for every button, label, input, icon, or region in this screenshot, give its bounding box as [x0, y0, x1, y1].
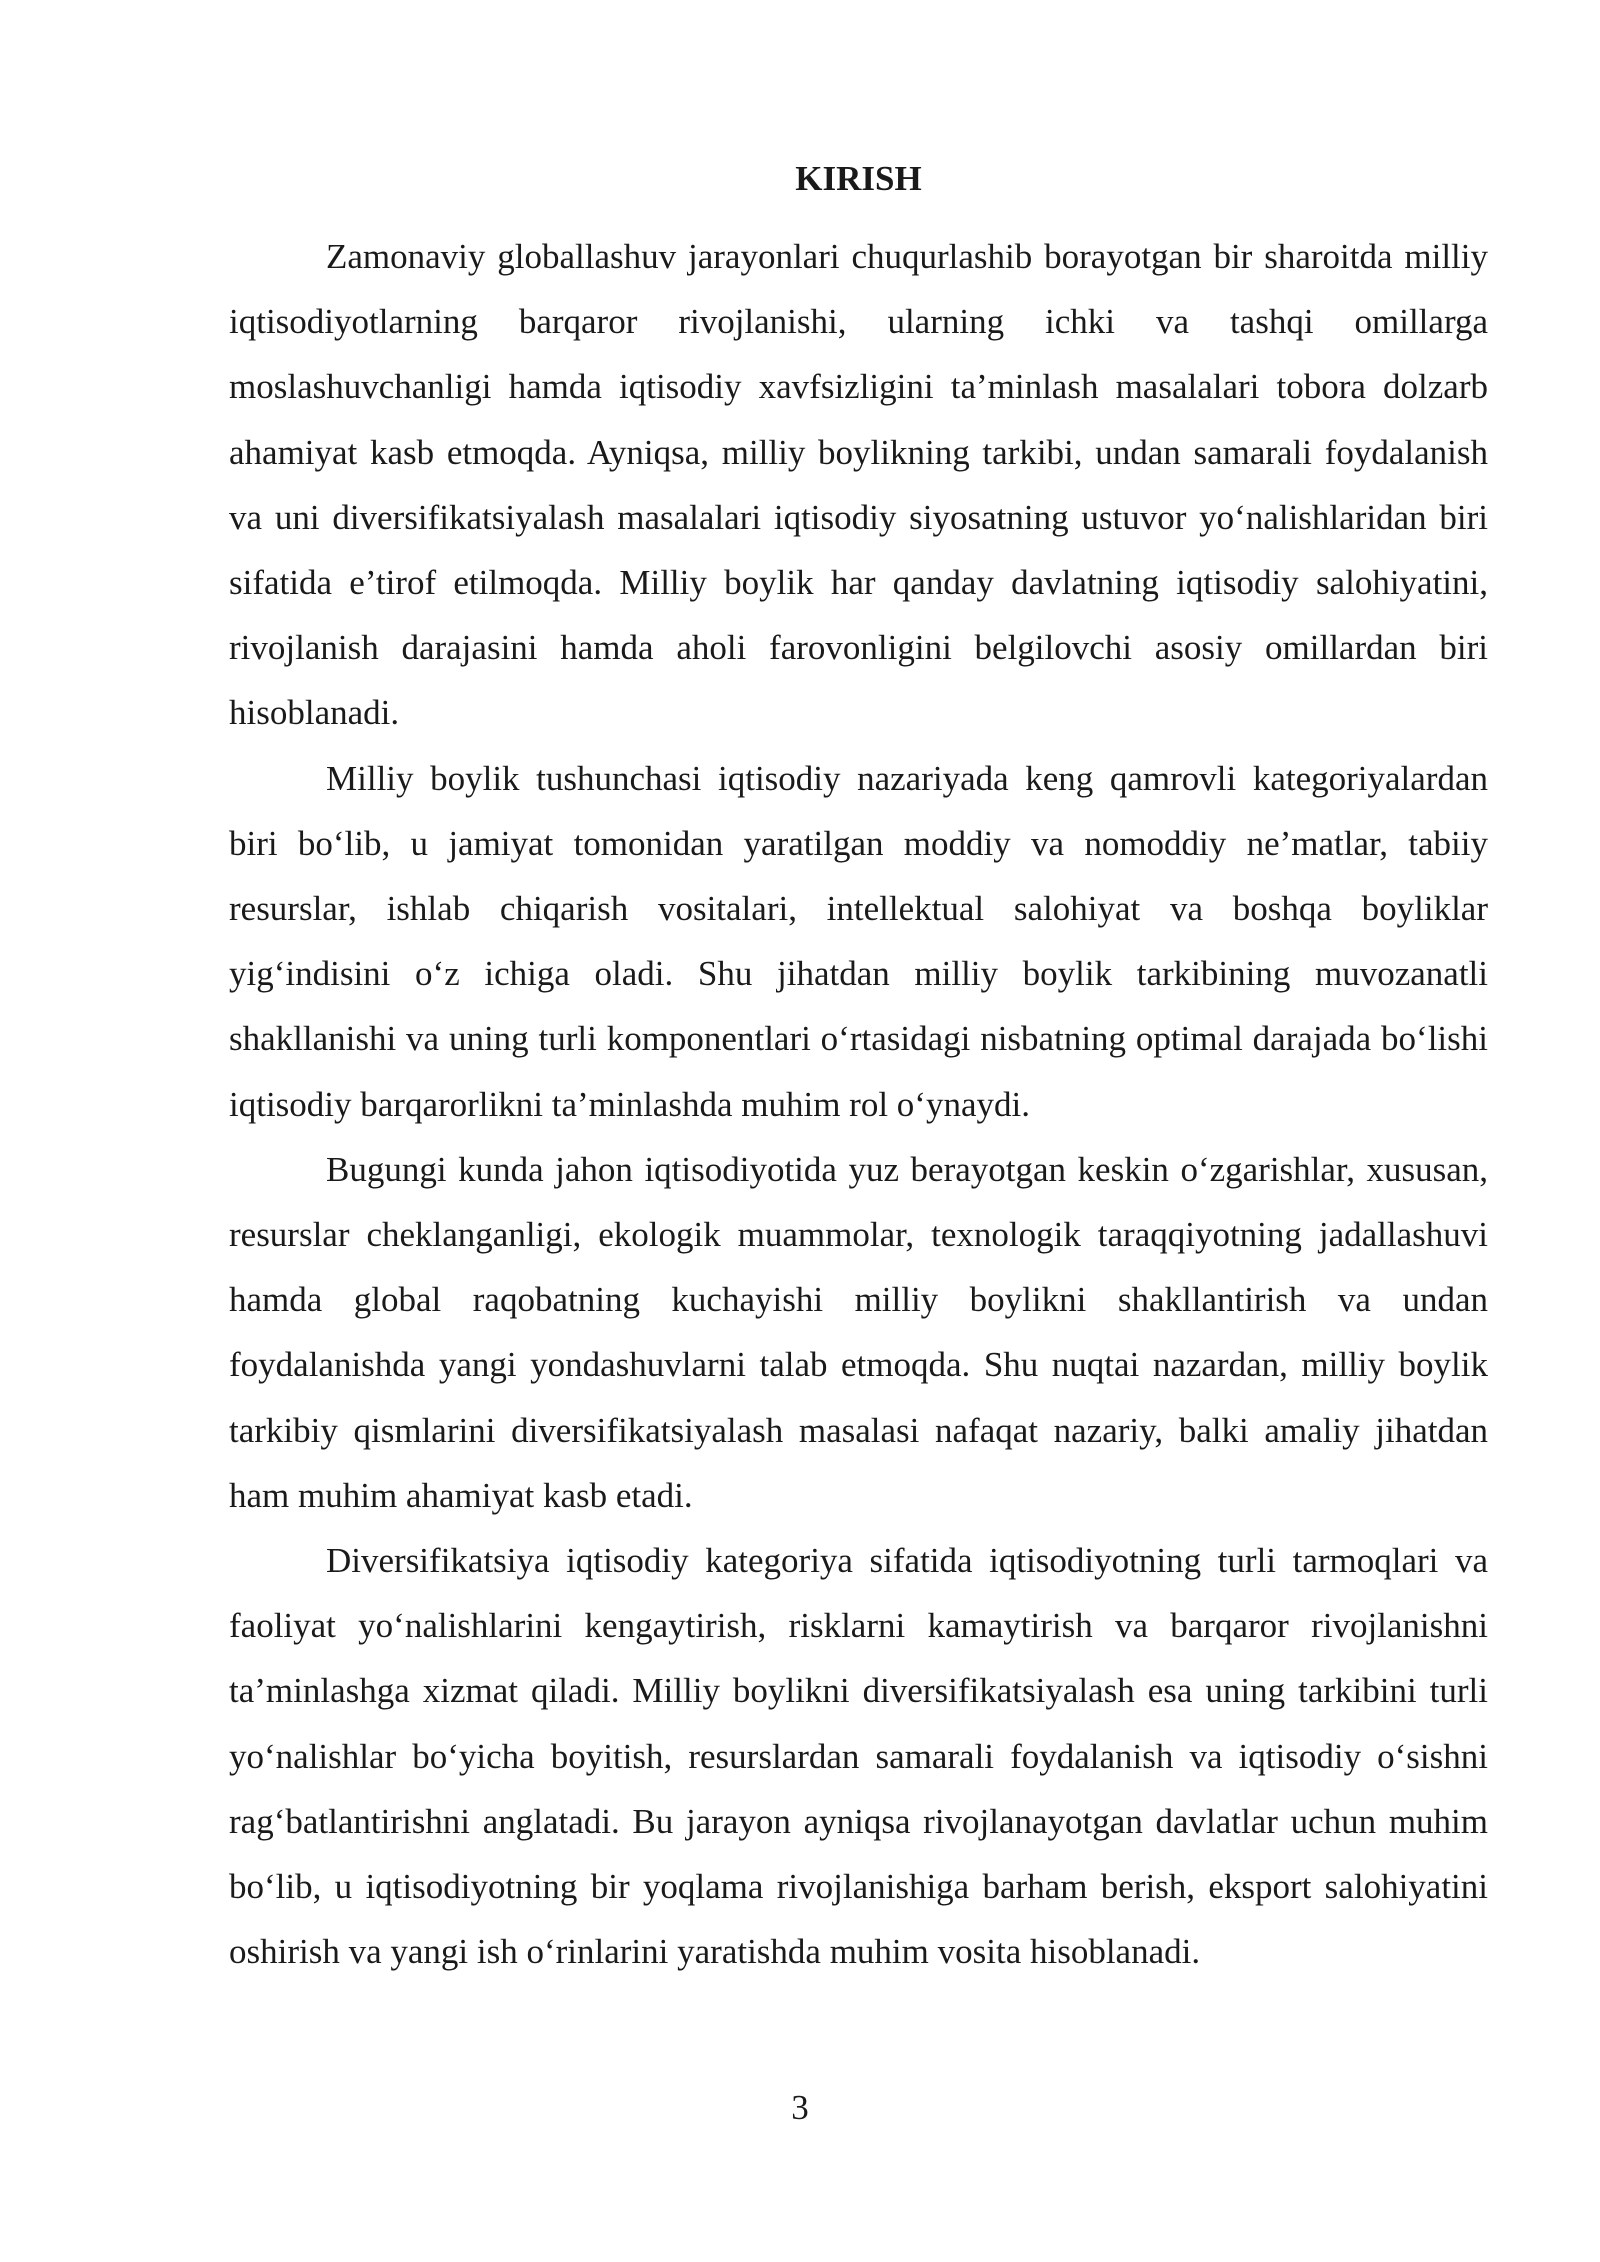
- paragraph-2: Milliy boylik tushunchasi iqtisodiy nazariyada keng qamrovli kategoriyalardan biri bo‘lib, u jamiyat tomonidan yaratilgan moddiy va nomoddiy ne’matlar, tabiiy resurslar, ishlab chiqarish vositalari, intellektual salohiyat va boshqa boyliklar yig‘indisini o‘z ichiga oladi. Shu jihatdan milliy boylik tarkibining muvozanatli shakllanishi va uning turli komponentlari o‘rtasidagi nisbatning optimal darajada bo‘lishi iqtisodiy barqarorlikni ta’minlashda muhim rol o‘ynaydi.: [229, 758, 1488, 1124]
- paragraph-1: Zamonaviy globallashuv jarayonlari chuqurlashib borayotgan bir sharoitda milliy iqtisodiyotlarning barqaror rivojlanishi, ularning ichki va tashqi omillarga moslashuvchanligi hamda iqtisodiy xavfsizligini ta’minlash masalalari tobora dolzarb ahamiyat kasb etmoqda. Ayniqsa, milliy boylikning tarkibi, undan samarali foydalanish va uni diversifikatsiyalash masalalari iqtisodiy siyosatning ustuvor yo‘nalishlaridan biri sifatida e’tirof etilmoqda. Milliy boylik har qanday davlatning iqtisodiy salohiyatini, rivojlanish darajasini hamda aholi farovonligini belgilovchi asosiy omillardan biri hisoblanadi.: [229, 237, 1488, 733]
- page-body: [229, 146, 1488, 1984]
- paragraph-3: Bugungi kunda jahon iqtisodiyotida yuz berayotgan keskin o‘zgarishlar, xususan, resurslar cheklanganligi, ekologik muammolar, texnologik taraqqiyotning jadallashuvi hamda global raqobatning kuchayishi milliy boylikni shakllantirish va undan foydalanishda yangi yondashuvlarni talab etmoqda. Shu nuqtai nazardan, milliy boylik tarkibiy qismlarini diversifikatsiyalash masalasi nafaqat nazariy, balki amaliy jihatdan ham muhim ahamiyat kasb etadi.: [229, 1149, 1488, 1515]
- section-heading: KIRISH: [795, 159, 922, 198]
- paragraph-4: Diversifikatsiya iqtisodiy kategoriya sifatida iqtisodiyotning turli tarmoqlari va faoliyat yo‘nalishlarini kengaytirish, risklarni kamaytirish va barqaror rivojlanishni ta’minlashga xizmat qiladi. Milliy boylikni diversifikatsiyalash esa uning tarkibini turli yo‘nalishlar bo‘yicha boyitish, resurslardan samarali foydalanish va iqtisodiy o‘sishni rag‘batlantirishni anglatadi. Bu jarayon ayniqsa rivojlanayotgan davlatlar uchun muhim bo‘lib, u iqtisodiyotning bir yoqlama rivojlanishiga barham berish, eksport salohiyatini oshirish va yangi ish o‘rinlarini yaratishda muhim vosita hisoblanadi.: [229, 1541, 1488, 1972]
- page-number: 3: [791, 2088, 809, 2127]
